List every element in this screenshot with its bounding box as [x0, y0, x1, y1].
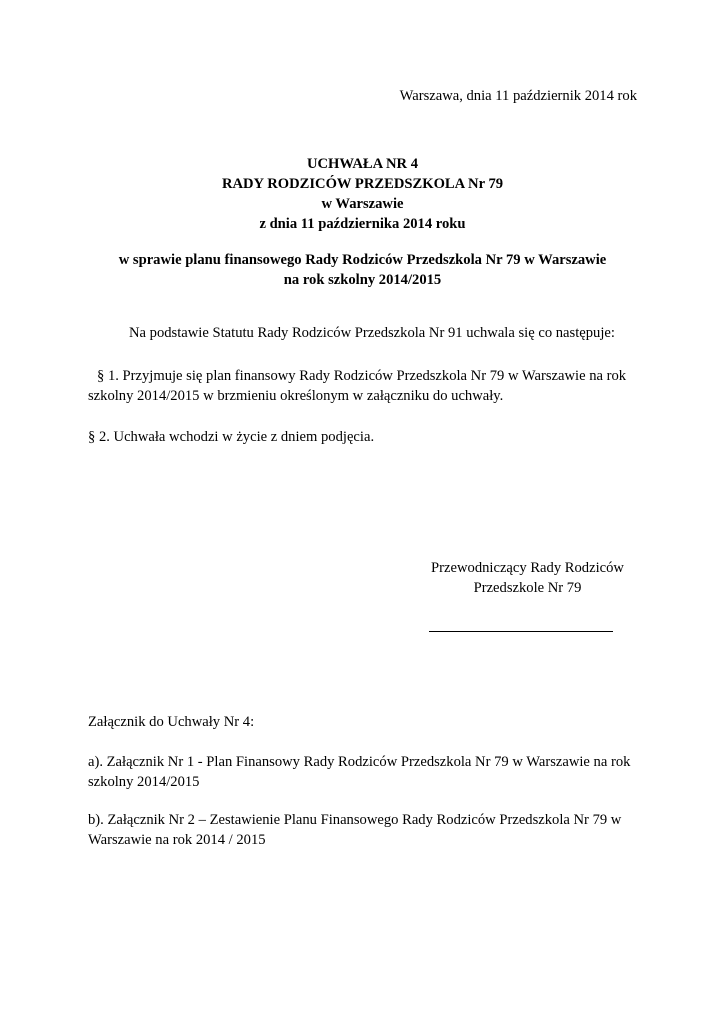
- attachment-b-line-2: Warszawie na rok 2014 / 2015: [88, 832, 266, 848]
- resolution-subject: [0, 250, 725, 290]
- paragraph-1: [88, 366, 648, 406]
- signature-underline: [429, 631, 613, 632]
- paragraph-2: § 2. Uchwała wchodzi w życie z dniem podjęcia.: [88, 429, 375, 445]
- legal-basis: Na podstawie Statutu Rady Rodziców Przedszkola Nr 91 uchwala się co następuje:: [129, 325, 615, 341]
- signature-line-2: Przedszkole Nr 79: [473, 580, 582, 596]
- title-line-1: UCHWAŁA NR 4: [306, 156, 419, 172]
- title-line-3: w Warszawie: [321, 196, 404, 212]
- attachments-title: Załącznik do Uchwały Nr 4:: [88, 714, 255, 730]
- paragraph-1-line-1: § 1. Przyjmuje się plan finansowy Rady Rodziców Przedszkola Nr 79 w Warszawie na rok: [97, 368, 627, 384]
- signature-line-1: Przewodniczący Rady Rodziców: [431, 560, 624, 576]
- subject-line-2: na rok szkolny 2014/2015: [283, 272, 442, 288]
- attachment-b-line-1: b). Załącznik Nr 2 – Zestawienie Planu Finansowego Rady Rodziców Przedszkola Nr 79 w: [88, 812, 622, 828]
- paragraph-1-line-2: szkolny 2014/2015 w brzmieniu określonym w załączniku do uchwały.: [88, 388, 504, 404]
- attachment-b: [88, 810, 648, 850]
- date-line: Warszawa, dnia 11 październik 2014 rok: [399, 88, 637, 104]
- title-line-4: z dnia 11 października 2014 roku: [259, 216, 466, 232]
- resolution-title: [0, 154, 725, 234]
- signature-block: [420, 558, 635, 598]
- attachment-a-line-2: szkolny 2014/2015: [88, 774, 200, 790]
- title-line-2: RADY RODZICÓW PRZEDSZKOLA Nr 79: [221, 176, 504, 192]
- subject-line-1: w sprawie planu finansowego Rady Rodziców Przedszkola Nr 79 w Warszawie: [118, 252, 607, 268]
- attachment-a-line-1: a). Załącznik Nr 1 - Plan Finansowy Rady Rodziców Przedszkola Nr 79 w Warszawie na rok: [88, 754, 631, 770]
- attachment-a: [88, 752, 648, 792]
